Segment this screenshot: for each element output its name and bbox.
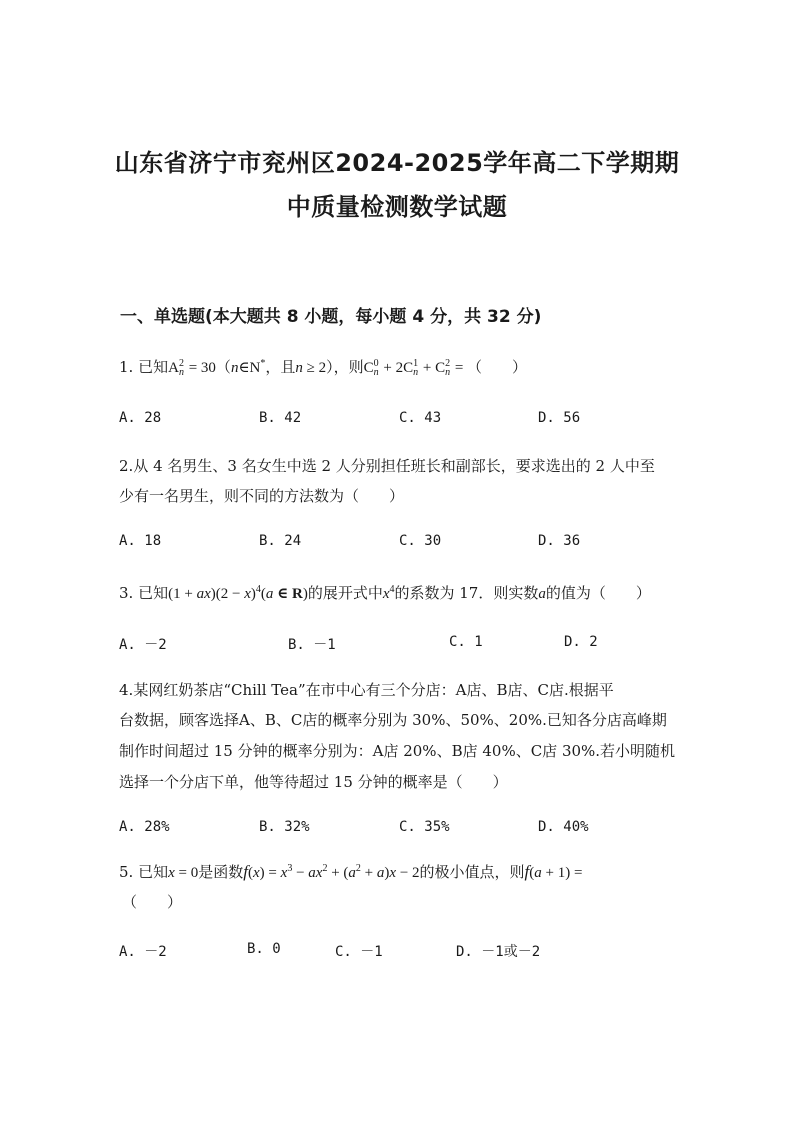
q4-option-a[interactable]: A. 28%: [119, 819, 170, 835]
q3-option-a[interactable]: A. －2: [119, 637, 167, 653]
q2-option-b[interactable]: B. 24: [259, 533, 302, 549]
q2-option-d[interactable]: D. 36: [538, 533, 581, 549]
document-title-line-1: 山东省济宁市兖州区2024-2025学年高二下学期期: [114, 149, 680, 177]
q3-option-c[interactable]: C. 1: [449, 634, 483, 650]
question-4: 4.某网红奶茶店“Chill Tea”在市中心有三个分店：A店、B店、C店.根据平: [119, 681, 614, 699]
q2-option-a[interactable]: A. 18: [119, 533, 162, 549]
question-number: 1.: [119, 358, 134, 376]
q4-option-c[interactable]: C. 35%: [399, 819, 450, 835]
q5-option-b[interactable]: B. 0: [247, 941, 281, 957]
question-2: 2.从 4 名男生、3 名女生中选 2 人分别担任班长和副部长，要求选出的 2 人中至: [119, 457, 655, 475]
question-number: 3.: [119, 584, 134, 602]
q4-option-b[interactable]: B. 32%: [259, 819, 310, 835]
question-3: 3. 已知$(1 + ax)(2 - x)^4(a$ ∈ R)的展开式中$x^4$的系数为 17．则实数a的值为（ ）: [119, 584, 651, 602]
q5-option-c[interactable]: C. －1: [335, 944, 383, 960]
q3-option-b[interactable]: B. －1: [288, 637, 336, 653]
question-5-line-2: （ ）: [122, 893, 183, 911]
document-title-line-2: 中质量检测数学试题: [286, 193, 508, 221]
question-1: 1. 已知A 2 n = 30（n∈N*，且n ≥ 2），则C 0 n + 2C 1 n + C 2 n = （ ）: [119, 358, 528, 378]
q1-option-c[interactable]: C. 43: [399, 410, 442, 426]
question-number: 2.: [119, 457, 134, 475]
q1-option-d[interactable]: D. 56: [538, 410, 581, 426]
question-4-line-2: 台数据，顾客选择A、B、C店的概率分别为 30%、50%、20%.已知各分店高峰期: [119, 711, 667, 729]
q5-option-d[interactable]: D. －1或－2: [456, 944, 541, 960]
q1-option-a[interactable]: A. 28: [119, 410, 162, 426]
q4-option-d[interactable]: D. 40%: [538, 819, 589, 835]
question-number: 4.: [119, 681, 134, 699]
question-2-line-2: 少有一名男生，则不同的方法数为（ ）: [119, 487, 405, 505]
question-5: 5. 已知x = 0是函数$f(x) = x^3 - ax^2 + (a^2 + a)x - 2$的极小值点，则f(a + 1) =: [119, 862, 583, 881]
section-heading: 一、单选题(本大题共 8 小题，每小题 4 分，共 32 分): [120, 307, 542, 327]
q5-option-a[interactable]: A. －2: [119, 944, 167, 960]
q1-option-b[interactable]: B. 42: [259, 410, 302, 426]
q3-option-d[interactable]: D. 2: [564, 634, 598, 650]
question-number: 5.: [119, 863, 134, 881]
question-4-line-4: 选择一个分店下单，他等待超过 15 分钟的概率是（ ）: [119, 773, 508, 791]
q2-option-c[interactable]: C. 30: [399, 533, 442, 549]
question-4-line-3: 制作时间超过 15 分钟的概率分别为：A店 20%、B店 40%、C店 30%.若小明随机: [119, 742, 676, 760]
